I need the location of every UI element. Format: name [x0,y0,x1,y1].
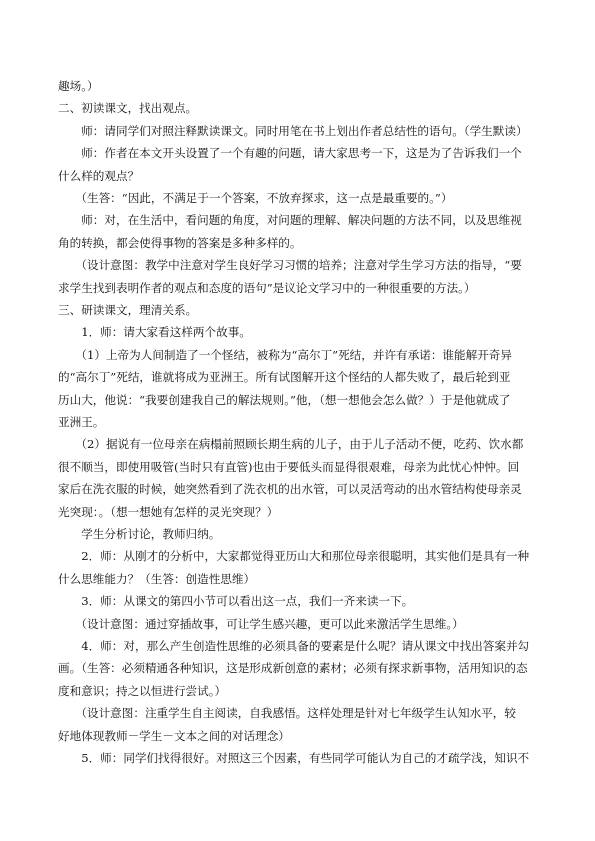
paragraph [58,97,544,119]
paragraph [58,523,544,545]
paragraph [58,321,544,343]
text-line: （1）上帝为人间制造了一个怪结，被称为“高尔丁”死结，并许有承诺：谁能解开奇异 [58,347,512,362]
text-line: 二、初读课文，找出观点。 [58,101,198,116]
text-line: 1．师：请大家看这样两个故事。 [58,325,251,340]
text-line: （设计意图：注重学生自主阅读，自我感悟。这样处理是针对七年级学生认知水平，较 [58,706,516,721]
text-line: （2）据说有一位母亲在病榻前照顾长期生病的儿子，由于儿子活动不便，吃药、饮水都 [58,437,524,452]
text-line: （设计意图：教学中注意对学生良好学习习惯的培养；注意对学生学习方法的指导，“要 [58,258,522,273]
text-line: （设计意图：通过穿插故事，可让学生感兴趣，更可以此来激活学生思维。） [58,616,464,631]
paragraph [58,142,544,187]
text-line: 家后在洗衣服的时候，她突然看到了洗衣机的出水管，可以灵活弯动的出水管结构使母亲灵 [58,482,522,497]
text-line: 2．师：从刚才的分析中，大家都觉得亚历山大和那位母亲很聪明，其实他们是具有一种 [58,549,530,564]
text-line: 好地体现教师－学生－文本之间的对话理念） [58,728,290,743]
paragraph [58,344,544,434]
paragraph [58,613,544,635]
text-line: 3．师：从课文的第四小节可以看出这一点，我们一齐来读一下。 [58,594,414,609]
paragraph [58,75,544,97]
text-line: 角的转换，都会使得事物的答案是多种多样的。 [58,235,302,250]
text-line: 历山大，他说：“我要创建我自己的解法规则。”他，（想一想他会怎么做？）于是他就成了 [58,392,511,407]
text-line: （生答：“因此，不满足于一个答案，不放弃探求，这一点是最重要的。”） [58,191,453,205]
text-line: 什么思维能力？（生答：创造性思维） [58,571,256,586]
text-line: 4．师：对，那么产生创造性思维的必须具备的要素是什么呢？请从课文中找出答案并勾 [58,639,530,653]
text-line: 师：请同学们对照注释默读课文。同时用笔在书上划出作者总结性的语句。（学生默读） [58,123,528,138]
text-line: 亚洲王。 [58,415,105,430]
text-line: 画。（生答：必须精通各种知识，这是形成新创意的素材；必须有探求新事物，活用知识的态 [58,661,528,676]
text-line: 的“高尔丁”死结，谁就将成为亚洲王。所有试图解开这个怪结的人都失败了，最后轮到亚 [58,370,511,385]
text-line: 度和意识；持之以恒进行尝试。） [58,683,227,698]
paragraph [58,590,544,612]
text-line: 三、研读课文，理清关系。 [58,303,198,317]
paragraph [58,120,544,142]
paragraph [58,299,544,321]
paragraph [58,433,544,523]
paragraph [58,254,544,299]
text-line: 5．师：同学们找得很好。对照这三个因素，有些同学可能认为自己的才疏学浅，知识不 [58,751,530,765]
text-line: 师：对，在生活中，看问题的角度，对问题的理解、解决问题的方法不同，以及思维视 [58,213,522,228]
paragraph [58,702,544,747]
text-line: 趣场。） [58,79,99,93]
text-line: 学生分析讨论，教师归纳。 [58,527,221,541]
text-line: 很不顺当，即使用吸管(当时只有直管)也由于要低头而显得很艰难，母亲为此忧心忡忡。回 [58,459,520,474]
paragraph [58,635,544,702]
paragraph [58,209,544,254]
text-line: 什么样的观点？ [58,168,140,183]
text-line: 求学生找到表明作者的观点和态度的语句”是议论文学习中的一种很重要的方法。） [58,280,476,295]
paragraph [58,545,544,590]
paragraph [58,747,544,769]
text-line: 光突现：。（想一想她有怎样的灵光突现？） [58,504,279,519]
paragraph [58,187,544,209]
text-line: 师：作者在本文开头设置了一个有趣的问题，请大家思考一下，这是为了告诉我们一个 [58,146,522,161]
